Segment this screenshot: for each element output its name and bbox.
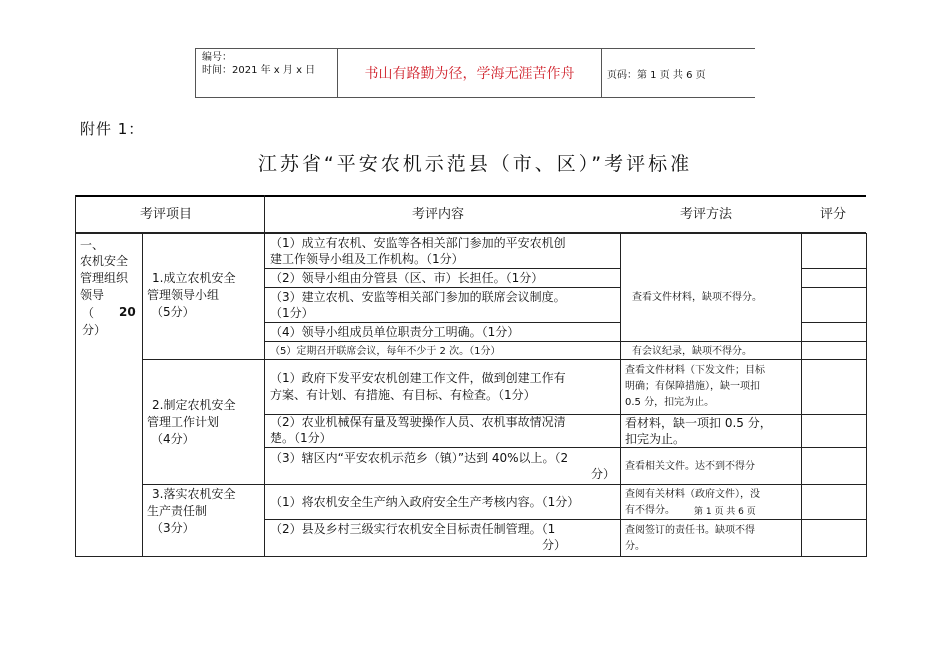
method-line: 查看文件材料（下发文件；目标 [625, 365, 765, 376]
method-line: 查阅有关材料（政府文件），没 [625, 489, 760, 500]
section-score-num: 20 [119, 305, 136, 319]
method-line: 查看相关文件。达不到不得分 [625, 461, 755, 472]
method-line: 有不得分。 [625, 505, 675, 516]
content-line: 建工作领导小组及工作机构。（1分） [270, 252, 464, 266]
attachment-label: 附件 1： [80, 120, 145, 138]
item-line: （3分） [151, 521, 195, 535]
item-line: （5分） [151, 305, 195, 319]
content-line: （1）将农机安全生产纳入政府安全生产考核内容。（1分） [270, 495, 580, 509]
item-line: （4分） [151, 432, 195, 446]
item-line: 1.成立农机安全 [152, 271, 236, 285]
content-line: 分） [542, 538, 567, 552]
content-line: （3）辖区内“平安农机示范乡（镇）”达到 40%以上。（2 [270, 451, 569, 465]
section-score-open: （ [82, 306, 95, 320]
section-line: 一、 [80, 238, 105, 252]
content-line: （1）政府下发平安农机创建工作文件，做到创建工作有 [270, 371, 566, 385]
method-line: 看材料，缺一项扣 0.5 分， [625, 416, 772, 430]
header-page: 页码：第 1 页 共 6 页 [607, 69, 706, 81]
header-motto: 书山有路勤为径，学海无涯苦作舟 [338, 49, 602, 97]
header-bianhao: 编号： [202, 52, 232, 63]
section-line: 管理组织 [80, 271, 129, 285]
item-line: 管理工作计划 [147, 415, 220, 429]
section-score-close: 分） [82, 323, 107, 337]
header-meta [195, 49, 338, 97]
content-line: （4）领导小组成员单位职责分工明确。（1分） [270, 325, 520, 339]
header-method: 考评方法 [680, 207, 733, 222]
item-line: 2.制定农机安全 [152, 398, 236, 412]
header-box [195, 48, 755, 98]
content-line: 分） [591, 467, 616, 481]
footer-page-number: 第 1 页 共 6 页 [694, 507, 756, 517]
content-line: 方案、有计划、有措施、有目标、有检查。（1分） [270, 388, 536, 402]
header-score: 评分 [820, 207, 847, 222]
page-title: 江苏省“平安农机示范县（市、区）”考评标准 [257, 153, 693, 175]
item-line: 管理领导小组 [147, 288, 220, 302]
header-time: 时间：2021 年 x 月 x 日 [202, 65, 316, 76]
section-line: 领导 [80, 288, 105, 302]
header-content: 考评内容 [412, 207, 465, 222]
method-line: 有会议纪录，缺项不得分。 [632, 346, 752, 357]
header-item: 考评项目 [140, 207, 193, 222]
method-line: 查阅签订的责任书。缺项不得 [625, 525, 755, 536]
content-line: （2）县及乡村三级实行农机安全目标责任制管理。（1 [270, 522, 556, 536]
method-line: 查看文件材料，缺项不得分。 [632, 292, 762, 303]
method-line: 0.5 分，扣完为止。 [625, 397, 715, 408]
content-line: （2）领导小组由分管县（区、市）长担任。（1分） [270, 271, 544, 285]
section-line: 农机安全 [80, 254, 129, 268]
content-line: （5）定期召开联席会议，每年不少于 2 次。（1分） [270, 346, 501, 357]
method-line: 分。 [625, 541, 645, 552]
content-line: （1分） [270, 306, 314, 320]
content-line: （3）建立农机、安监等相关部门参加的联席会议制度。 [270, 290, 566, 304]
content-line: （2）农业机械保有量及驾驶操作人员、农机事故情况清 [270, 415, 566, 429]
method-line: 明确；有保障措施），缺一项扣 [625, 381, 760, 392]
method-line: 扣完为止。 [625, 432, 686, 446]
item-line: 3.落实农机安全 [152, 487, 236, 501]
item-line: 生产责任制 [147, 504, 208, 518]
content-line: （1）成立有农机、安监等各相关部门参加的平安农机创 [270, 236, 566, 250]
content-line: 楚。（1分） [270, 431, 332, 445]
